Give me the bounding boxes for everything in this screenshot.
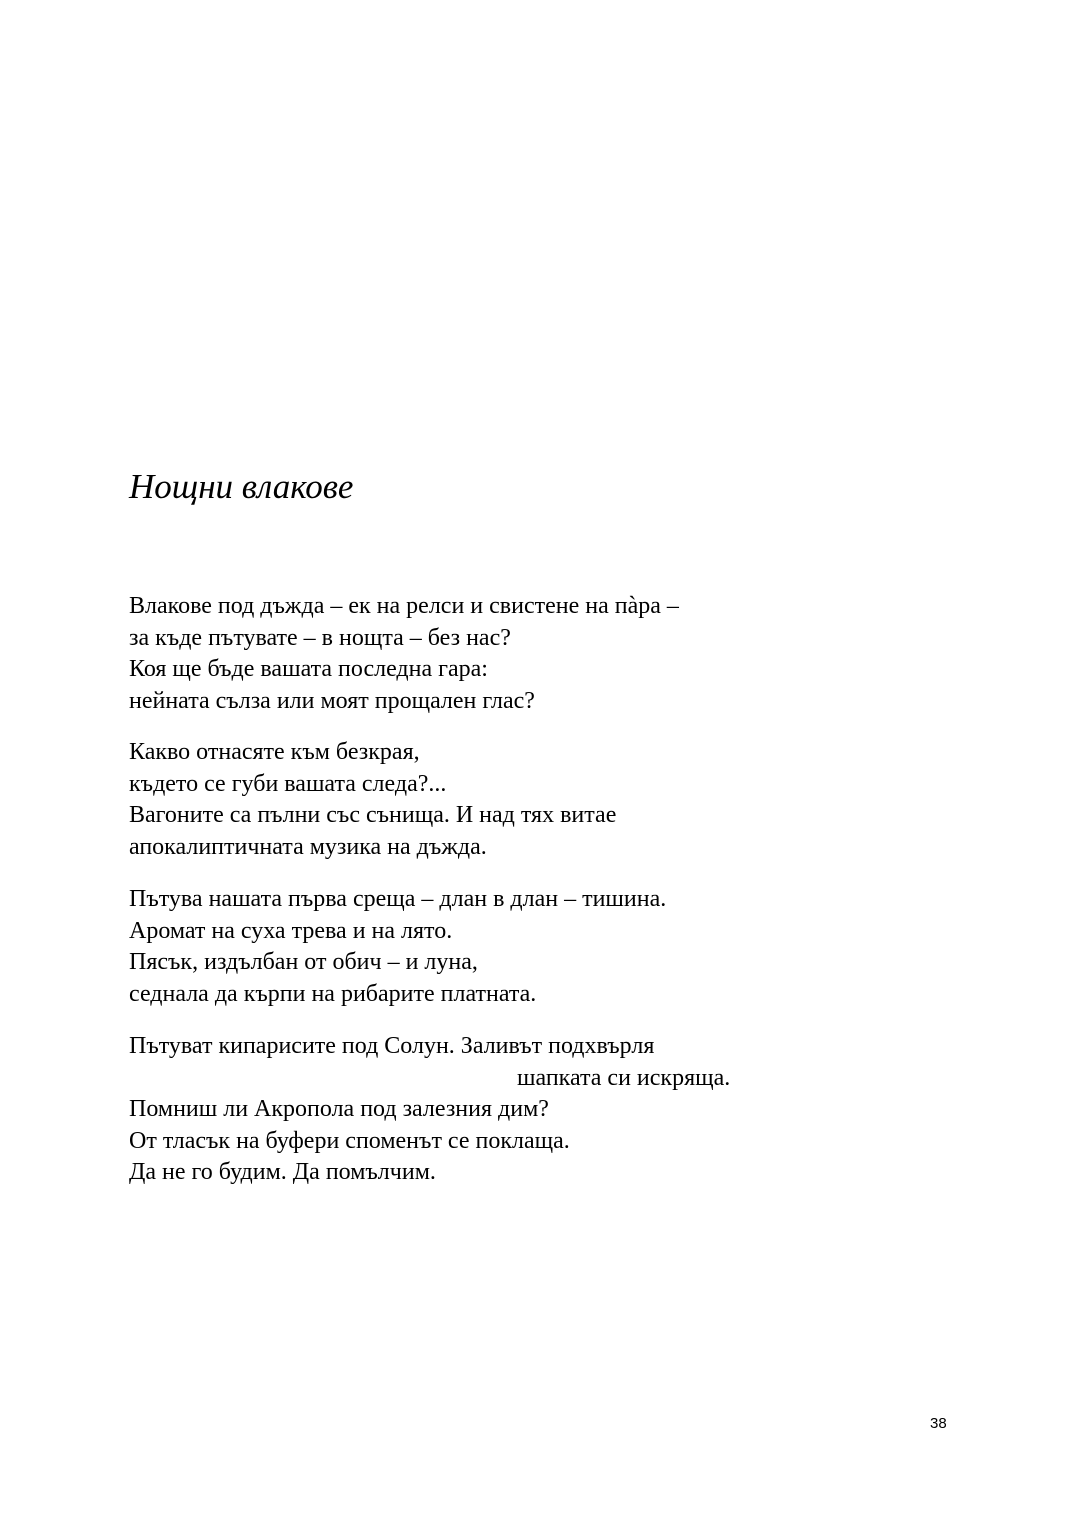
poem-line: Пътуват кипарисите под Солун. Заливът подхвърля [129,1033,655,1059]
poem-line: Аромат на суха трева и на лято. [129,917,453,944]
poem-line: Помниш ли Акропола под залезния дим? [129,1096,549,1122]
poem-line: Пътува нашата първа среща – длан в длан – тишина. [129,886,667,912]
poem-line: Да не го будим. Да помълчим. [129,1159,436,1185]
poem-line: нейната сълза или моят прощален глас? [129,687,535,714]
poem-title: Нощни влакове [129,467,354,506]
stanza [129,591,679,717]
poem-line: за къде пътувате – в нощта – без нас? [129,624,511,651]
stanza [129,737,616,863]
stanza [129,1031,730,1189]
poem-line: апокалиптичната музика на дъжда. [129,833,487,860]
poem-line: Вагоните са пълни със сънища. И над тях витае [129,802,617,828]
poem-line: Влакове под дъжда – ек на релси и свистене на пàра – [129,593,679,619]
poem-line: Какво отнасяте към безкрая, [129,739,420,765]
poem-line: От тласък на буфери споменът се поклаща. [129,1127,570,1154]
page-number: 38 [930,1415,947,1432]
poem-line: седнала да кърпи на рибарите платната. [129,980,537,1007]
poem-line: Пясък, издълбан от обич – и луна, [129,949,478,975]
poem-line-continuation: шапката си искряща. [517,1064,731,1091]
poem-line: където се губи вашата следа?... [129,770,447,797]
stanza [129,884,666,1010]
poem-line: Коя ще бъде вашата последна гара: [129,656,488,682]
